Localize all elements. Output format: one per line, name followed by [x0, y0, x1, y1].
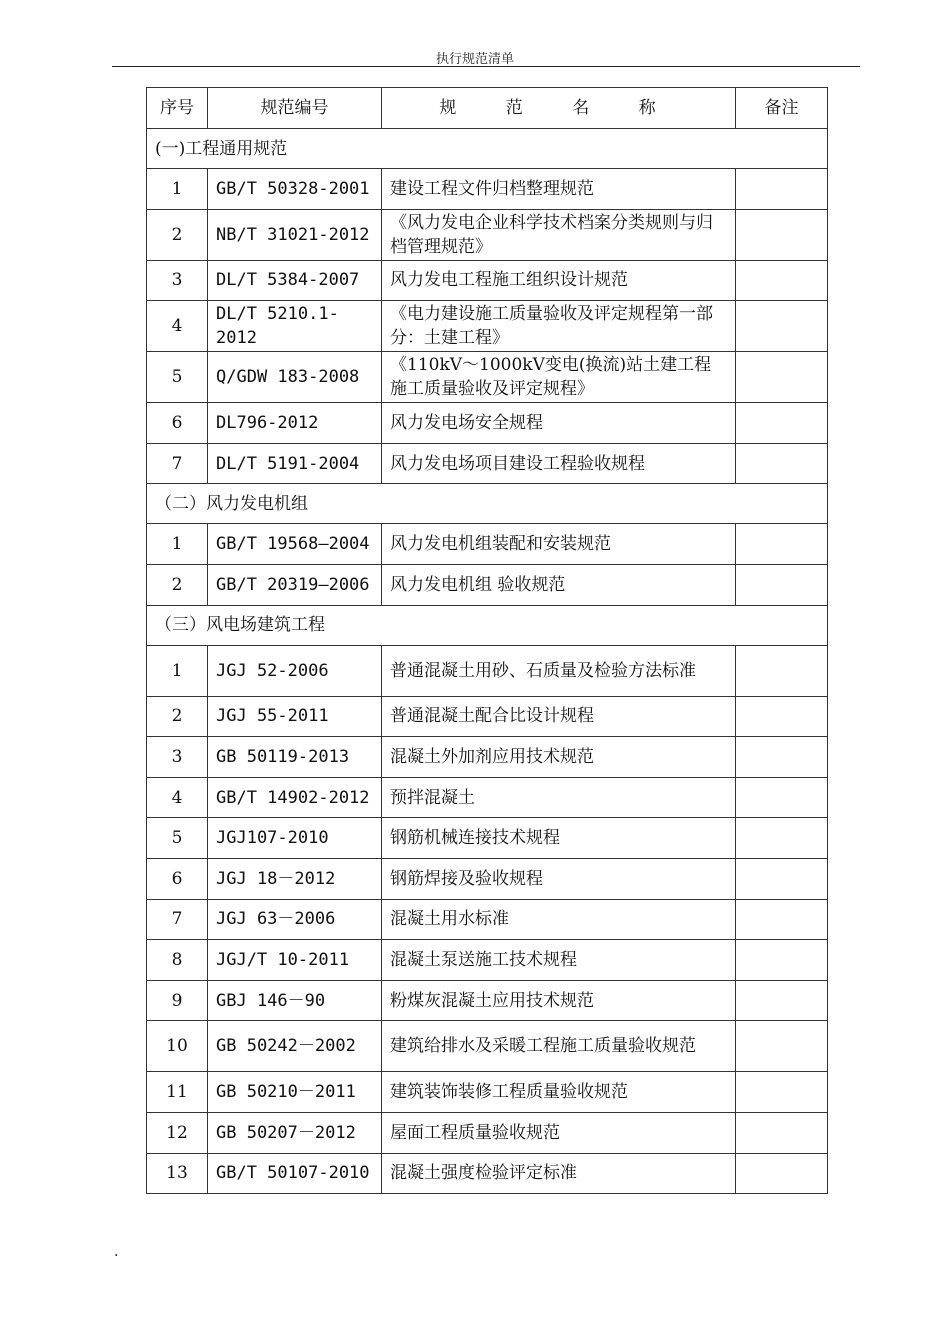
spec-code: GB/T 50328-2001: [208, 169, 382, 210]
row-note: [736, 645, 828, 696]
section-title: （二）风力发电机组: [147, 484, 828, 524]
table-header-row: [147, 88, 828, 129]
table-row: [147, 1021, 828, 1072]
row-note: [736, 696, 828, 737]
spec-code: GB/T 20319—2006: [208, 564, 382, 605]
row-note: [736, 301, 828, 352]
spec-code: DL/T 5191-2004: [208, 443, 382, 484]
row-number: 3: [147, 737, 208, 778]
table-row: [147, 352, 828, 403]
table-row: [147, 696, 828, 737]
row-number: 2: [147, 564, 208, 605]
col-header-name: 规 范 名 称: [382, 88, 736, 129]
spec-name: 粉煤灰混凝土应用技术规范: [382, 980, 736, 1021]
spec-name: 建筑装饰装修工程质量验收规范: [382, 1072, 736, 1113]
table-row: [147, 1153, 828, 1194]
page-header-title: 执行规范清单: [435, 52, 514, 67]
spec-code: GB/T 19568—2004: [208, 524, 382, 565]
row-note: [736, 209, 828, 260]
section-row: [147, 484, 828, 524]
row-note: [736, 524, 828, 565]
row-number: 4: [147, 777, 208, 818]
footer-mark: .: [114, 1244, 119, 1260]
row-number: 2: [147, 209, 208, 260]
row-note: [736, 169, 828, 210]
spec-code: JGJ107-2010: [208, 818, 382, 859]
table-row: [147, 737, 828, 778]
spec-code: DL796-2012: [208, 403, 382, 444]
row-note: [736, 1072, 828, 1113]
row-note: [736, 777, 828, 818]
row-note: [736, 564, 828, 605]
spec-code: GB 50210－2011: [208, 1072, 382, 1113]
row-number: 9: [147, 980, 208, 1021]
table-row: [147, 403, 828, 444]
row-note: [736, 1021, 828, 1072]
spec-name: 《电力建设施工质量验收及评定规程第一部分：土建工程》: [382, 301, 736, 352]
row-number: 11: [147, 1072, 208, 1113]
spec-code: GB/T 50107-2010: [208, 1153, 382, 1194]
row-note: [736, 443, 828, 484]
spec-name: 混凝土用水标准: [382, 899, 736, 940]
spec-name: 预拌混凝土: [382, 777, 736, 818]
spec-name: 建设工程文件归档整理规范: [382, 169, 736, 210]
spec-name: 风力发电场安全规程: [382, 403, 736, 444]
row-note: [736, 1153, 828, 1194]
table-row: [147, 524, 828, 565]
spec-code: GBJ 146－90: [208, 980, 382, 1021]
spec-name: 普通混凝土配合比设计规程: [382, 696, 736, 737]
spec-name: 钢筋机械连接技术规程: [382, 818, 736, 859]
spec-code: Q/GDW 183-2008: [208, 352, 382, 403]
col-header-no: 序号: [147, 88, 208, 129]
table-row: [147, 899, 828, 940]
table-row: [147, 1112, 828, 1153]
spec-code: JGJ/T 10-2011: [208, 940, 382, 981]
row-number: 7: [147, 899, 208, 940]
row-number: 10: [147, 1021, 208, 1072]
spec-name: 屋面工程质量验收规范: [382, 1112, 736, 1153]
row-note: [736, 899, 828, 940]
row-note: [736, 858, 828, 899]
table-row: [147, 301, 828, 352]
spec-name: 风力发电工程施工组织设计规范: [382, 260, 736, 301]
row-note: [736, 352, 828, 403]
spec-code: DL/T 5384-2007: [208, 260, 382, 301]
row-note: [736, 737, 828, 778]
table-row: [147, 1072, 828, 1113]
row-number: 5: [147, 352, 208, 403]
spec-code: GB 50242－2002: [208, 1021, 382, 1072]
row-number: 2: [147, 696, 208, 737]
table-row: [147, 818, 828, 859]
spec-table-body: [147, 88, 828, 1194]
spec-name: 普通混凝土用砂、石质量及检验方法标准: [382, 645, 736, 696]
spec-code: JGJ 55-2011: [208, 696, 382, 737]
spec-name: 混凝土外加剂应用技术规范: [382, 737, 736, 778]
spec-name: 混凝土泵送施工技术规程: [382, 940, 736, 981]
spec-name: 风力发电机组装配和安装规范: [382, 524, 736, 565]
table-row: [147, 169, 828, 210]
col-header-code: 规范编号: [208, 88, 382, 129]
spec-name: 《风力发电企业科学技术档案分类规则与归档管理规范》: [382, 209, 736, 260]
row-number: 6: [147, 858, 208, 899]
row-note: [736, 260, 828, 301]
section-title: (一)工程通用规范: [147, 129, 828, 169]
row-number: 6: [147, 403, 208, 444]
table-row: [147, 260, 828, 301]
row-number: 3: [147, 260, 208, 301]
spec-name: 《110kV～1000kV变电(换流)站土建工程施工质量验收及评定规程》: [382, 352, 736, 403]
spec-code: NB/T 31021-2012: [208, 209, 382, 260]
header-rule: [112, 66, 860, 67]
row-number: 12: [147, 1112, 208, 1153]
spec-name: 风力发电机组 验收规范: [382, 564, 736, 605]
spec-code: GB/T 14902-2012: [208, 777, 382, 818]
spec-name: 建筑给排水及采暖工程施工质量验收规范: [382, 1021, 736, 1072]
table-row: [147, 940, 828, 981]
section-title: （三）风电场建筑工程: [147, 605, 828, 645]
row-number: 5: [147, 818, 208, 859]
section-row: [147, 129, 828, 169]
row-number: 1: [147, 169, 208, 210]
row-number: 1: [147, 524, 208, 565]
row-note: [736, 940, 828, 981]
table-row: [147, 858, 828, 899]
row-number: 8: [147, 940, 208, 981]
spec-code: GB 50207－2012: [208, 1112, 382, 1153]
spec-code: GB 50119-2013: [208, 737, 382, 778]
spec-code: JGJ 52-2006: [208, 645, 382, 696]
row-number: 4: [147, 301, 208, 352]
spec-name: 风力发电场项目建设工程验收规程: [382, 443, 736, 484]
row-note: [736, 818, 828, 859]
col-header-note: 备注: [736, 88, 828, 129]
spec-name: 混凝土强度检验评定标准: [382, 1153, 736, 1194]
row-note: [736, 1112, 828, 1153]
table-row: [147, 777, 828, 818]
spec-name: 钢筋焊接及验收规程: [382, 858, 736, 899]
spec-code: JGJ 63－2006: [208, 899, 382, 940]
row-note: [736, 403, 828, 444]
table-row: [147, 209, 828, 260]
row-number: 1: [147, 645, 208, 696]
table-row: [147, 443, 828, 484]
table-row: [147, 564, 828, 605]
spec-code: JGJ 18－2012: [208, 858, 382, 899]
spec-code: DL/T 5210.1-2012: [208, 301, 382, 352]
table-row: [147, 645, 828, 696]
row-number: 13: [147, 1153, 208, 1194]
section-row: [147, 605, 828, 645]
row-note: [736, 980, 828, 1021]
table-row: [147, 980, 828, 1021]
spec-table: [146, 87, 828, 1194]
row-number: 7: [147, 443, 208, 484]
